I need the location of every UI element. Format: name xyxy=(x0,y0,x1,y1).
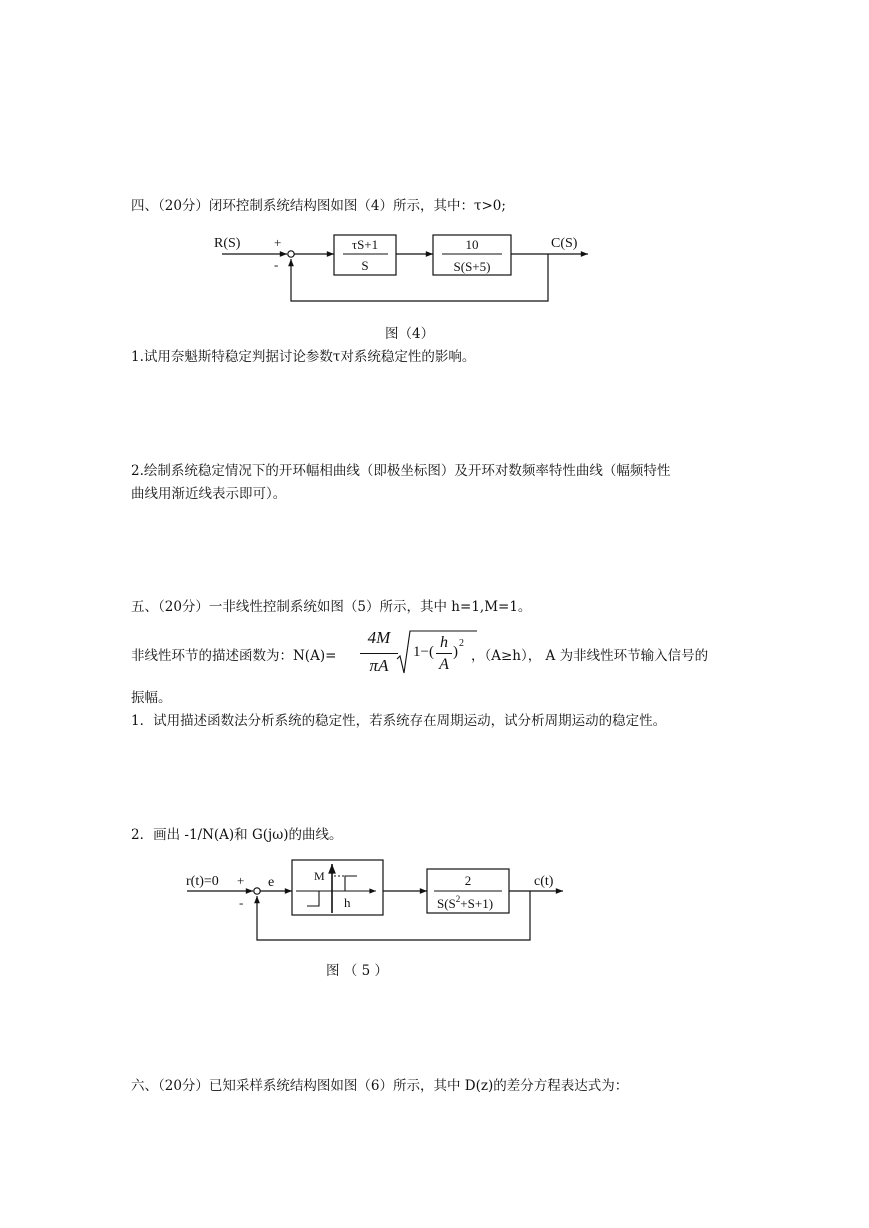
formula-A: A xyxy=(439,656,449,673)
q5-output-label: c(t) xyxy=(534,874,554,889)
q4-block2-denominator: S(S+5) xyxy=(453,259,491,274)
q4-item-2-line-1: 2.绘制系统稳定情况下的开环幅相曲线（即极坐标图）及开环对数频率特性曲线（幅频特性 xyxy=(131,463,671,479)
q5-heading: 五、（20分）一非线性控制系统如图（5）所示，其中 h=1,M=1。 xyxy=(131,599,532,615)
q5-input-label: r(t)=0 xyxy=(186,874,219,889)
q5-formula-continuation: 振幅。 xyxy=(131,690,172,706)
q5-block-numerator: 2 xyxy=(464,873,472,888)
formula-close-paren: ) xyxy=(453,644,458,660)
formula-exponent: 2 xyxy=(459,638,464,649)
q5-block-denominator: $S(S^2+S+1)$ xyxy=(437,894,494,911)
q5-plus-sign: + xyxy=(237,873,245,888)
formula-h: h xyxy=(440,634,448,651)
q5-item-1: 1．试用描述函数法分析系统的稳定性，若系统存在周期运动，试分析周期运动的稳定性。 xyxy=(131,713,667,729)
q6-heading: 六、（20分）已知采样系统结构图如图（6）所示，其中 D(z)的差分方程表达式为： xyxy=(131,1078,629,1094)
q4-minus-sign: - xyxy=(274,257,279,272)
q4-figure-caption: 图（4） xyxy=(385,326,435,342)
q5-error-label: e xyxy=(268,875,275,890)
q4-output-label: C(S) xyxy=(551,236,578,251)
q4-feedback-path xyxy=(291,254,548,301)
formula-numerator: 4M xyxy=(367,628,391,647)
q4-item-2-line-2: 曲线用渐近线表示即可）。 xyxy=(131,486,287,502)
q5-item-2: 2．画出 -1/N(A)和 G(jω)的曲线。 xyxy=(131,827,343,843)
q5-block-diagram xyxy=(0,856,869,956)
formula-prefix: 非线性环节的描述函数为：N(A)= xyxy=(131,648,337,664)
describing-function-formula xyxy=(131,628,741,680)
formula-sqrt-one: 1−( xyxy=(413,644,434,660)
q4-plus-sign: + xyxy=(274,235,282,250)
formula-inner-fraction-bar xyxy=(436,653,452,654)
q4-block2-numerator: 10 xyxy=(465,237,479,252)
q4-block-diagram xyxy=(0,228,869,328)
nonlinear-relay-block xyxy=(292,860,383,915)
q5-minus-sign: - xyxy=(239,895,244,910)
formula-fraction-bar xyxy=(360,653,398,654)
q5-figure-caption: 图 （ 5 ） xyxy=(326,963,388,979)
q4-heading: 四、（20分）闭环控制系统结构图如图（4）所示，其中：τ>0; xyxy=(131,198,506,214)
relay-lower-characteristic xyxy=(307,891,319,906)
q4-input-label: R(S) xyxy=(214,236,241,251)
q4-block1-numerator: τS+1 xyxy=(351,237,379,252)
q5-summing-junction xyxy=(254,888,260,894)
q4-item-1: 1.试用奈魁斯特稳定判据讨论参数τ对系统稳定性的影响。 xyxy=(131,349,476,365)
q4-summing-junction xyxy=(288,251,294,257)
q4-block1-denominator: S xyxy=(361,258,369,273)
relay-upper-characteristic xyxy=(345,876,357,891)
relay-M-label: M xyxy=(314,869,325,883)
formula-denominator: πA xyxy=(369,656,389,675)
relay-h-label: h xyxy=(344,895,351,910)
formula-suffix: ，（A≥h）， A 为非线性环节输入信号的 xyxy=(471,648,709,664)
